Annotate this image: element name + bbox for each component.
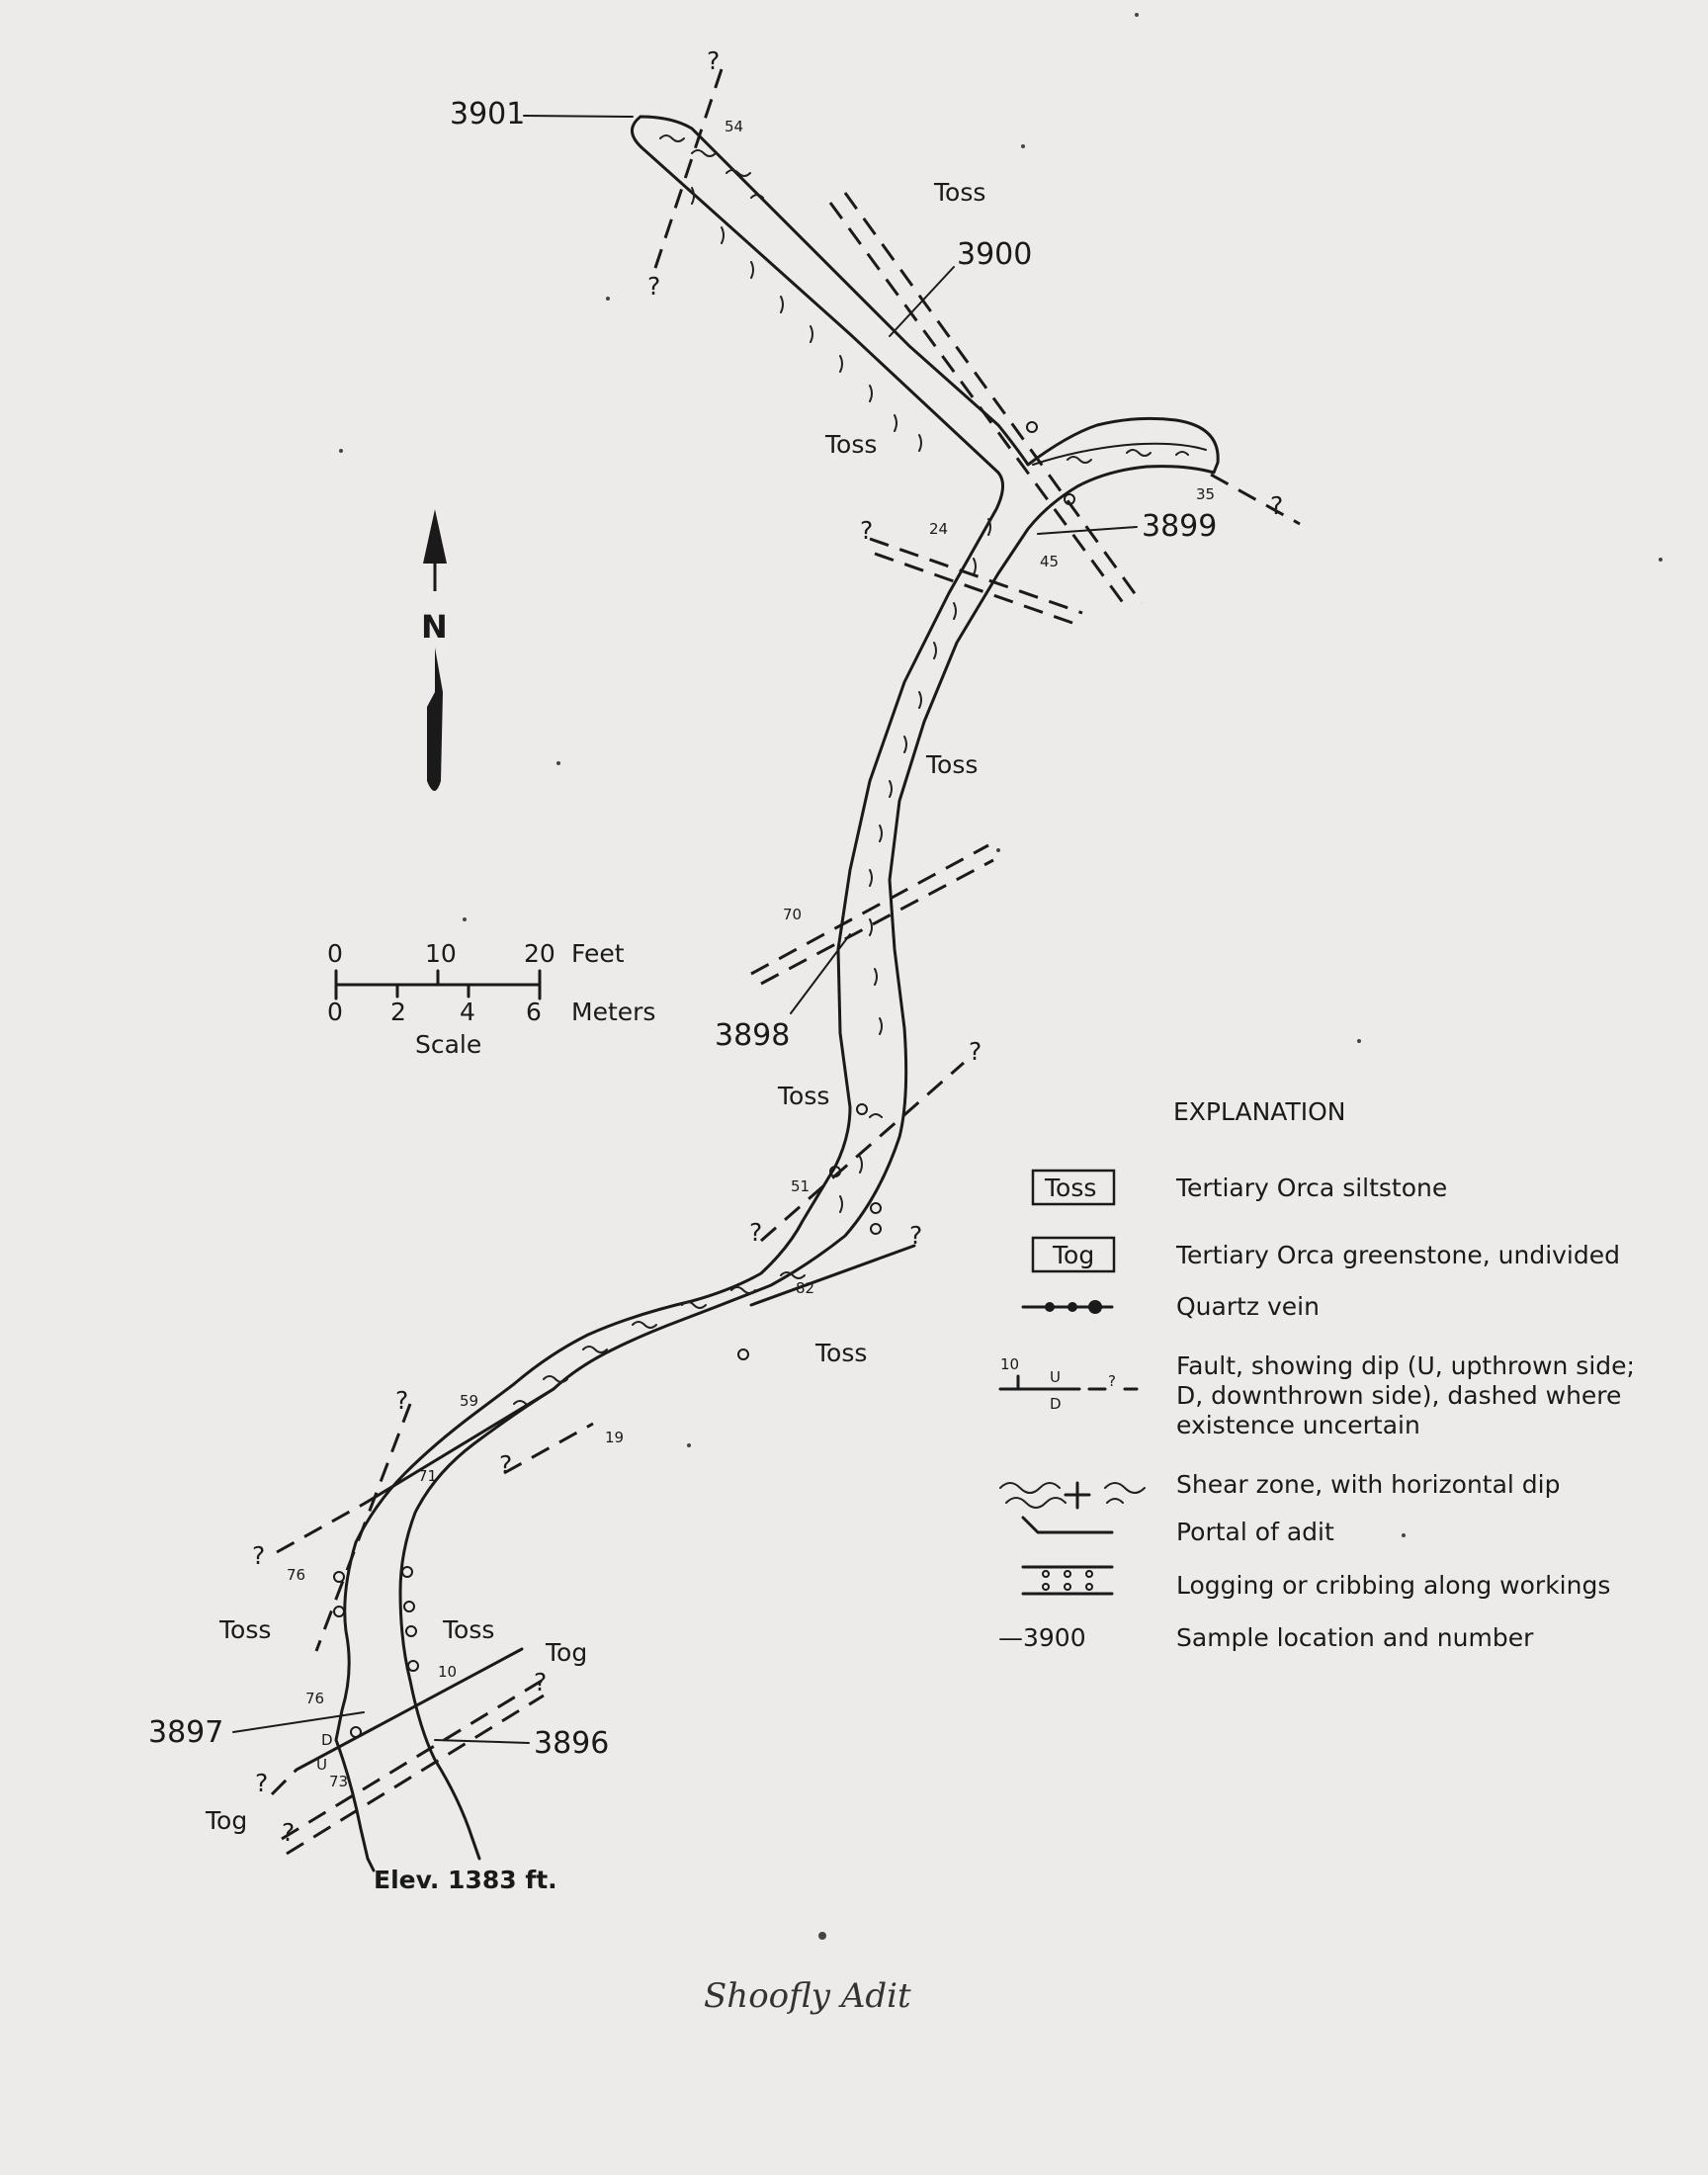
dip-value: 51: [791, 1177, 811, 1195]
svg-text:?: ?: [252, 1541, 266, 1570]
quartz-vein-symbol: [1023, 1300, 1112, 1314]
svg-text:?: ?: [499, 1450, 513, 1479]
legend-sample-symbol: —3900: [998, 1623, 1086, 1652]
adit-branch-inner: [1033, 444, 1206, 465]
scale-bar: [327, 939, 655, 1059]
shear-zone-marks: [514, 135, 1188, 1404]
dip-value: 35: [1196, 485, 1216, 503]
legend-toss-symbol: Toss: [1045, 1174, 1097, 1202]
dip-value: 10: [438, 1663, 458, 1681]
dip-value: 24: [929, 520, 949, 538]
svg-text:?: ?: [909, 1221, 923, 1250]
sample-number: 3898: [715, 1018, 791, 1053]
unit-label: Toss: [926, 750, 979, 779]
fault-82: [751, 1246, 914, 1305]
svg-text:20: 20: [524, 939, 555, 968]
unit-label: Toss: [778, 1082, 830, 1110]
svg-text:0: 0: [327, 939, 343, 968]
sample-number: 3901: [450, 97, 526, 131]
legend-item-label: Logging or cribbing along workings: [1176, 1571, 1611, 1600]
svg-text:6: 6: [526, 998, 542, 1026]
elevation-label: Elev. 1383 ft.: [374, 1866, 557, 1894]
adit-right-wall: [400, 117, 1218, 1839]
dip-value: 71: [418, 1467, 438, 1485]
adit-left-wall: [336, 117, 1003, 1859]
svg-text:2: 2: [390, 998, 406, 1026]
unit-label: Toss: [443, 1615, 495, 1644]
fault-3901: [652, 69, 722, 277]
svg-text:?: ?: [749, 1218, 763, 1247]
svg-text:?: ?: [969, 1037, 982, 1066]
svg-text:D: D: [1050, 1395, 1062, 1413]
svg-text:?: ?: [1270, 491, 1284, 520]
fault-up-label: U: [316, 1756, 327, 1774]
legend-title: EXPLANATION: [1173, 1097, 1346, 1126]
legend-item-label: Tertiary Orca siltstone: [1176, 1174, 1448, 1202]
svg-text:?: ?: [395, 1386, 409, 1415]
scale-meter-unit: Meters: [571, 998, 656, 1026]
legend-item-label: D, downthrown side), dashed where: [1176, 1381, 1622, 1410]
fault-24: [870, 539, 1082, 613]
north-arrow: [421, 509, 448, 791]
north-letter: N: [421, 608, 448, 646]
svg-text:?: ?: [860, 516, 874, 545]
dip-value: 19: [605, 1429, 625, 1446]
legend-item-label: Sample location and number: [1176, 1623, 1534, 1652]
svg-text:10: 10: [1000, 1355, 1020, 1373]
fault-down-label: D: [321, 1731, 333, 1749]
dip-value: 59: [460, 1392, 479, 1410]
sample-number: 3900: [957, 237, 1033, 272]
legend-item-label: existence uncertain: [1176, 1411, 1420, 1439]
fault-3896-b: [287, 1696, 544, 1854]
legend-item-label: Shear zone, with horizontal dip: [1176, 1470, 1561, 1499]
svg-text:?: ?: [255, 1769, 269, 1797]
legend-item-label: Quartz vein: [1176, 1292, 1320, 1321]
svg-text:?: ?: [282, 1818, 296, 1847]
svg-text:4: 4: [460, 998, 475, 1026]
svg-text:10: 10: [425, 939, 457, 968]
fault-76-north: [316, 1404, 410, 1651]
dip-value: 54: [725, 118, 744, 135]
svg-text:?: ?: [1108, 1372, 1116, 1390]
scale-title: Scale: [415, 1030, 482, 1059]
unit-label: Tog: [546, 1638, 588, 1667]
fault-10-ext: [272, 1770, 297, 1794]
shear-zone-symbol: [1000, 1483, 1145, 1508]
unit-label: Toss: [219, 1615, 272, 1644]
dip-value: 45: [1040, 553, 1060, 570]
fault-19: [504, 1424, 593, 1473]
scale-feet-unit: Feet: [571, 939, 625, 968]
legend-item-label: Tertiary Orca greenstone, undivided: [1176, 1241, 1620, 1269]
legend-item-label: Fault, showing dip (U, upthrown side;: [1176, 1351, 1635, 1380]
unit-label: Tog: [206, 1806, 248, 1835]
svg-text:U: U: [1050, 1368, 1061, 1386]
unit-label: Toss: [815, 1339, 868, 1367]
portal-symbol: [1023, 1518, 1112, 1532]
legend-item-label: Portal of adit: [1176, 1518, 1334, 1546]
sample-locations: [148, 97, 1217, 1761]
dip-value: 73: [329, 1773, 349, 1790]
svg-text:?: ?: [534, 1668, 548, 1696]
svg-text:?: ?: [707, 46, 721, 75]
unit-label: Toss: [825, 430, 878, 459]
legend-tog-symbol: Tog: [1053, 1241, 1095, 1269]
dip-value: 76: [287, 1566, 306, 1584]
sample-number: 3897: [148, 1715, 224, 1750]
dip-value: 76: [305, 1690, 325, 1707]
logging-symbol: [1023, 1567, 1112, 1594]
handwritten-caption: Shoofly Adit: [704, 1976, 911, 2016]
fault-symbol: [1000, 1355, 1137, 1413]
svg-text:0: 0: [327, 998, 343, 1026]
legend: [998, 1097, 1635, 1652]
dip-value: 82: [796, 1279, 815, 1297]
sample-number: 3896: [534, 1726, 610, 1761]
dip-value: 70: [783, 906, 803, 923]
sample-number: 3899: [1142, 509, 1218, 544]
fault-59-ext: [277, 1503, 366, 1552]
fault-branch: [1211, 475, 1300, 524]
svg-text:?: ?: [647, 272, 661, 301]
unit-label: Toss: [934, 178, 986, 207]
